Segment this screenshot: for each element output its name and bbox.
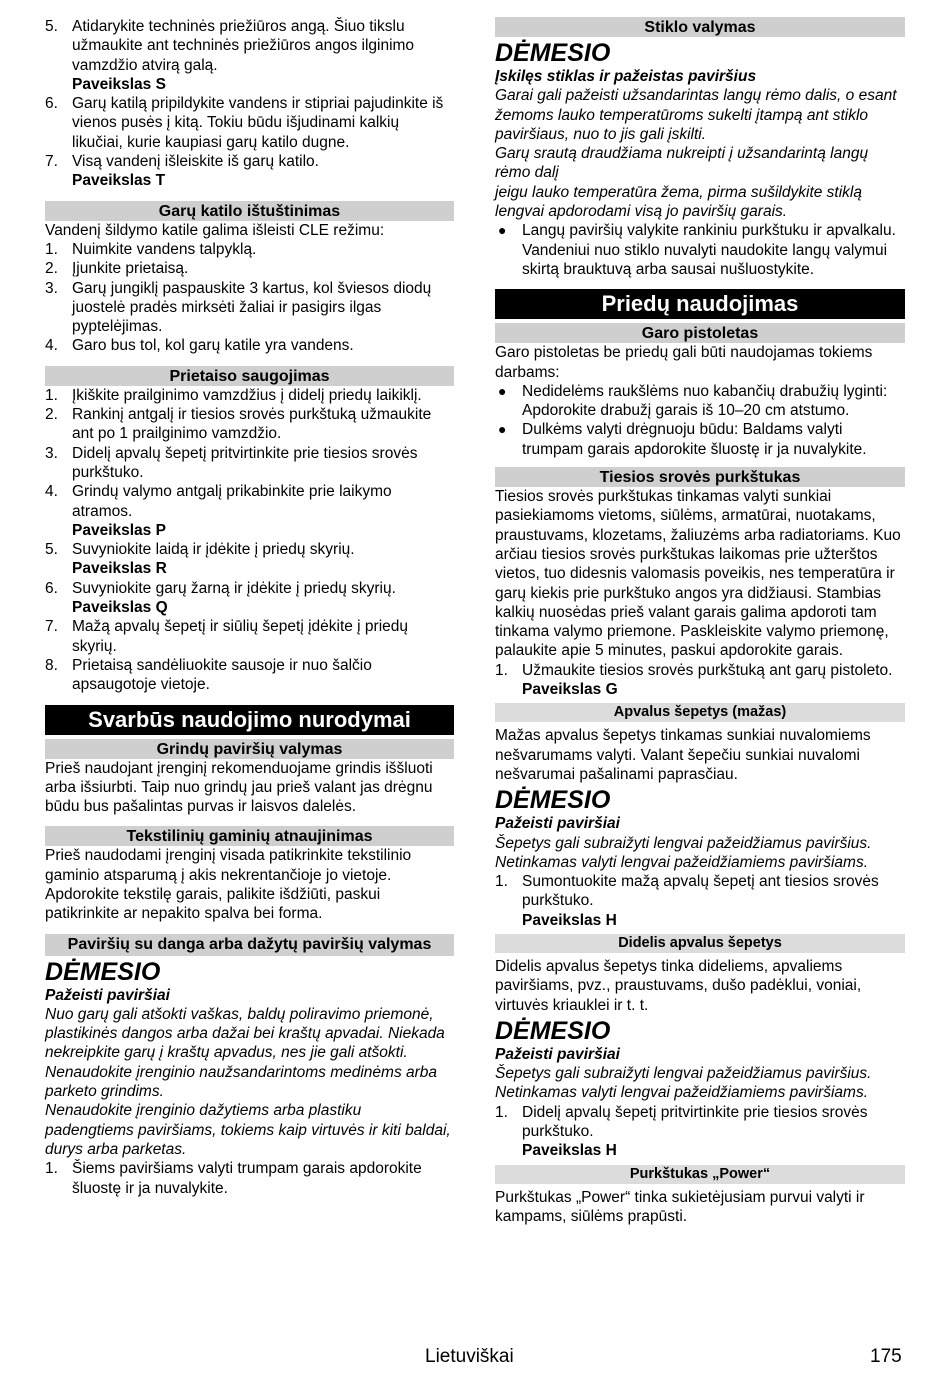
- footer-language: Lietuviškai: [425, 1346, 514, 1367]
- paragraph: Garo pistoletas be priedų gali būti naudojamas tokiems darbams:: [495, 344, 873, 381]
- gun-bullets: [495, 382, 905, 459]
- figure-reference: Paveikslas P: [72, 521, 166, 539]
- page-number: 175: [870, 1346, 902, 1367]
- paragraph: Prieš naudojant įrenginį rekomenduojame grindis iššluoti arba išsiurbti. Taip nuo grindų jau prieš valant jas drėgnu būdu bus pašalintas purvas ir laisvos dalelės.: [45, 759, 433, 816]
- warning-text: Garai gali pažeisti užsandarintas langų rėmo dalis, o esant žemoms lauko temperatūroms sukelti įtampą ant stiklo paviršiaus, nuo to jis gali įskilti.: [495, 87, 897, 143]
- list-item: ● Langų paviršių valykite rankiniu purkštuku ir apvalkalu. Vandeniui nuo stiklo nuvalyti naudokite langų valymui skirtą brauktuvą arba sausai nušluostykite.: [498, 222, 896, 278]
- subsection-heading-small-brush: Apvalus šepetys (mažas): [495, 703, 905, 722]
- subsection-heading-power-nozzle: Purkštukas „Power“: [495, 1165, 905, 1184]
- list-item: 8. Prietaisą sandėliuokite sausoje ir nuo šalčio apsaugotoje vietoje.: [45, 656, 372, 694]
- warning-text: Šepetys gali subraižyti lengvai pažeidžiamus paviršius. Netinkamas valyti lengvai pažeidžiamiems paviršiams.: [495, 834, 872, 871]
- warning-text: Garų srautą draudžiama nukreipti į užsandarintą langų rėmo dalį: [495, 145, 869, 182]
- list-item: 7. Visą vandenį išleiskite iš garų katilo. Paveikslas T: [45, 152, 454, 191]
- figure-reference: Paveikslas H: [522, 1142, 617, 1160]
- warning-subtitle: Pažeisti paviršiai: [495, 1045, 620, 1063]
- coated-steps: [45, 1159, 454, 1198]
- big-brush-steps: [495, 1103, 905, 1161]
- figure-reference: Paveikslas S: [72, 75, 166, 93]
- chapter-heading-important: Svarbūs naudojimo nurodymai: [45, 705, 454, 735]
- warning-subtitle: Įskilęs stiklas ir pažeistas paviršius: [495, 68, 757, 85]
- paragraph: Didelis apvalus šepetys tinka dideliems, apvaliems paviršiams, pvz., praustuvams, dušo padėklui, voniai, virtuvės kriauklei ir t. t.: [495, 957, 862, 1014]
- figure-reference: Paveikslas Q: [72, 599, 168, 617]
- nozzle-steps: [495, 661, 905, 700]
- list-item: 3. Garų jungiklį paspauskite 3 kartus, kol šviesos diodų juostelė pradės mirksėti žaliai ir pasigirs ilgas pyptelėjimas.: [45, 279, 432, 336]
- list-item: 7. Mažą apvalų šepetį ir siūlių šepetį įdėkite į priedų skyrių.: [45, 618, 409, 655]
- list-item: 2. Įjunkite prietaisą.: [45, 260, 189, 278]
- list-item: 1. Nuimkite vandens talpyklą.: [45, 240, 257, 258]
- figure-reference: Paveikslas T: [72, 172, 166, 190]
- left-column: [45, 17, 454, 1198]
- warning-subtitle: Pažeisti paviršiai: [495, 815, 620, 833]
- section-heading-coated: Paviršių su danga arba dažytų paviršių valymas: [45, 934, 454, 956]
- list-item: 5. Suvyniokite laidą ir įdėkite į priedų skyrių. Paveikslas R: [45, 540, 454, 579]
- section-heading-drain: Garų katilo ištuštinimas: [45, 201, 454, 221]
- section-heading-glass: Stiklo valymas: [495, 17, 905, 37]
- paragraph: Vandenį šildymo katile galima išleisti CLE režimu:: [45, 221, 385, 239]
- section-heading-nozzle: Tiesios srovės purkštukas: [495, 467, 905, 487]
- section-heading-floor: Grindų paviršių valymas: [45, 739, 454, 759]
- list-item: 1. Įkiškite prailginimo vamzdžius į didelį priedų laikiklį.: [45, 386, 422, 404]
- warning-title: DĖMESIO: [45, 957, 161, 986]
- warning-text: Nenaudokite įrenginio naužsandarintoms medinėms arba parketo grindims.: [45, 1063, 438, 1101]
- bullet-icon: ●: [498, 421, 507, 438]
- list-item: 4. Garo bus tol, kol garų katile yra vandens.: [45, 337, 354, 355]
- bullet-icon: ●: [498, 222, 507, 239]
- small-brush-steps: [495, 872, 905, 930]
- warning-text: jeigu lauko temperatūra žema, pirma sušildykite stiklą lengvai apdorodami visą jo paviršių garais.: [495, 183, 862, 221]
- list-item: 3. Didelį apvalų šepetį pritvirtinkite prie tiesios srovės purkštuko.: [45, 444, 418, 481]
- list-item: 1. Sumontuokite mažą apvalų šepetį ant tiesios srovės purkštuko. Paveikslas H: [495, 872, 905, 930]
- figure-reference: Paveikslas H: [522, 911, 617, 929]
- glass-bullets: [495, 221, 905, 279]
- list-item: 4. Grindų valymo antgalį prikabinkite prie laikymo atramos. Paveikslas P: [45, 482, 454, 540]
- right-column: [495, 17, 905, 1226]
- list-item: 2. Rankinį antgalį ir tiesios srovės purkštuką užmaukite ant po 1 prailginimo vamzdžio.: [45, 406, 432, 443]
- warning-title: DĖMESIO: [495, 39, 611, 67]
- warning-title: DĖMESIO: [495, 786, 611, 815]
- bullet-icon: ●: [498, 382, 507, 399]
- warning-text: Šepetys gali subraižyti lengvai pažeidžiamus paviršius. Netinkamas valyti lengvai pažeidžiamiems paviršiams.: [495, 1065, 872, 1102]
- figure-reference: Paveikslas G: [522, 681, 618, 699]
- warning-subtitle: Pažeisti paviršiai: [45, 986, 170, 1004]
- paragraph: Mažas apvalus šepetys tinkamas sunkiai nuvalomiems nešvarumams valyti. Valant šepečiu sunkiai nuvalomi nešvarumai pašalinami paprasčiau.: [495, 727, 871, 783]
- list-item: ● Dulkėms valyti drėgnuoju būdu: Baldams valyti trumpam garais apdorokite šluostę ir ja nuvalykite.: [498, 421, 867, 458]
- paragraph: Tiesios srovės purkštukas tinkamas valyti sunkiai pasiekiamoms vietoms, siūlėms, armatūrai, nuotakams, praustuvams, klozetams, žaliuzėms arba radiatoriams. Kuo arčiau tiesios srovės purkštukas laikomas prie užterštos vietos, tuo didesnis valomasis poveikis, nes temperatūra ir garų kiekis prie purkštuko angos yra didžiausi. Stambias kalkių nuosėdas prieš valant garais galima apdoroti tam tinkama valymo priemone. Paskleiskite valymo priemonę, palaukite apie 5 minutes, paskui apdorokite garais.: [495, 488, 901, 660]
- paragraph: Prieš naudodami įrenginį visada patikrinkite tekstilinio gaminio atsparumą į akis nekrentančioje jo vietoje. Apdorokite tekstilę garais, palikite išdžiūti, paskui patikrinkite ar nepakito spalva bei forma.: [45, 847, 412, 923]
- storage-steps: [45, 386, 454, 695]
- list-item: 5. Atidarykite techninės priežiūros angą. Šiuo tikslu užmaukite ant techninės priežiūros angos ilginimo vamzdžio atvirą galą. Paveikslas S: [45, 17, 454, 94]
- list-item: 1. Didelį apvalų šepetį pritvirtinkite prie tiesios srovės purkštuko. Paveikslas H: [495, 1103, 905, 1161]
- section-heading-storage: Prietaiso saugojimas: [45, 366, 454, 386]
- maintenance-list: [45, 17, 454, 191]
- list-item: 1. Šiems paviršiams valyti trumpam garais apdorokite šluostę ir ja nuvalykite.: [45, 1160, 422, 1197]
- list-item: 6. Suvyniokite garų žarną ir įdėkite į priedų skyrių. Paveikslas Q: [45, 579, 454, 618]
- section-heading-textile: Tekstilinių gaminių atnaujinimas: [45, 826, 454, 846]
- figure-reference: Paveikslas R: [72, 560, 167, 578]
- list-item: ● Nedidelėms raukšlėms nuo kabančių drabužių lyginti: Apdorokite drabužį garais iš 10–20 cm atstumo.: [498, 382, 888, 420]
- warning-text: Nuo garų gali atšokti vaškas, baldų poliravimo priemonė, plastikinės dangos arba dažai bei kraštų apvadai. Niekada nekreipkite garų į kraštų apvadus, nes jie gali atšokti.: [45, 1005, 445, 1062]
- chapter-heading-accessories: Priedų naudojimas: [495, 289, 905, 319]
- warning-text: Nenaudokite įrenginio dažytiems arba plastiku padengtiems paviršiams, tokiems kaip virtuvės ir kiti baldai, durys arba parketas.: [45, 1102, 451, 1158]
- paragraph: Purkštukas „Power“ tinka sukietėjusiam purvui valyti ir kampams, siūlėms prapūsti.: [495, 1188, 865, 1225]
- section-heading-steam-gun: Garo pistoletas: [495, 323, 905, 343]
- drain-steps: [45, 240, 454, 356]
- subsection-heading-big-brush: Didelis apvalus šepetys: [495, 934, 905, 953]
- list-item: 1. Užmaukite tiesios srovės purkštuką ant garų pistoleto. Paveikslas G: [495, 661, 905, 700]
- warning-title: DĖMESIO: [495, 1016, 611, 1045]
- list-item: 6. Garų katilą pripildykite vandens ir stipriai pajudinkite iš vienos pusės į kitą. Tokiu būdu išjudinami kalkių likučiai, kurie kaupiasi garų katilo dugne.: [45, 95, 444, 151]
